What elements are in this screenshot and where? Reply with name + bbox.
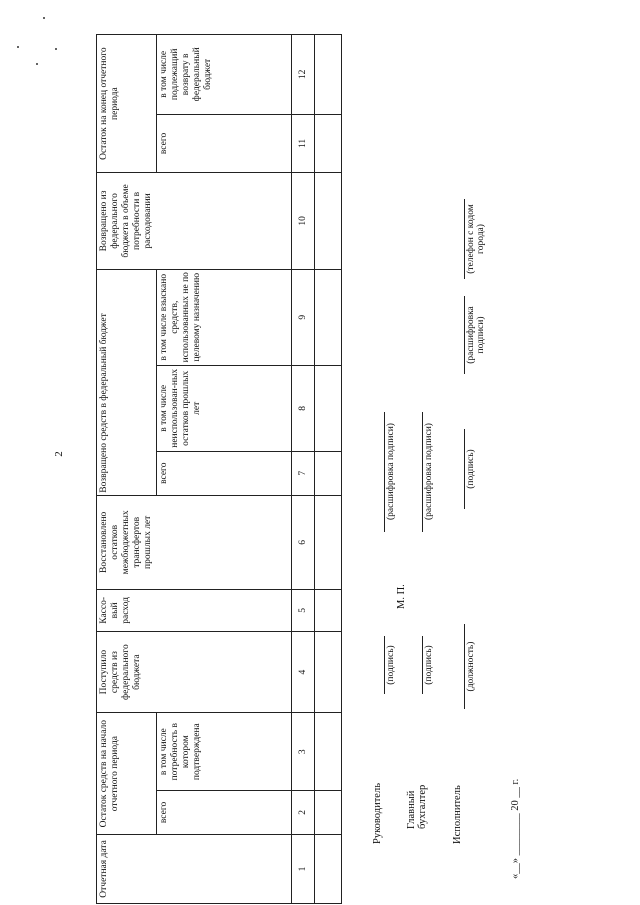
table-cell xyxy=(315,173,342,269)
executor-position-caption: (должность) xyxy=(466,641,476,692)
header-balance-start-total: всего xyxy=(157,790,292,834)
date-line: «__» ________ 20 __ г. xyxy=(510,778,521,879)
scan-speck xyxy=(36,63,38,65)
scan-speck xyxy=(17,46,19,48)
table-cell xyxy=(315,495,342,589)
table-cell xyxy=(315,589,342,631)
table-cell xyxy=(315,631,342,713)
header-reporting-date: Отчетная дата xyxy=(97,834,292,903)
executor-decoding-caption: (расшифровка подписи) xyxy=(466,306,486,364)
page-number: 2 xyxy=(52,451,65,457)
stamp-label: М. П. xyxy=(396,584,407,609)
table-cell xyxy=(315,35,342,115)
column-number: 7 xyxy=(292,451,315,495)
chief-decoding-line xyxy=(422,412,423,532)
chief-signature-line xyxy=(422,636,423,694)
head-decoding-line xyxy=(384,412,385,532)
column-number: 1 xyxy=(292,834,315,903)
header-returned-incl-misused: в том числе взыскано средств, использованных не по целевому назначению xyxy=(157,269,292,365)
column-number: 3 xyxy=(292,713,315,790)
table-cell xyxy=(315,269,342,365)
header-balance-end-total: всего xyxy=(157,114,292,173)
executor-phone-line xyxy=(464,199,465,279)
head-decoding-caption: (расшифровка подписи) xyxy=(386,423,396,520)
column-number: 4 xyxy=(292,631,315,713)
header-balance-start-incl: в том числе потребность в котором подтверждена xyxy=(157,713,292,790)
table-cell xyxy=(315,834,342,903)
table-cell xyxy=(315,114,342,173)
column-number: 12 xyxy=(292,35,315,115)
header-returned-need: Возвращено из федерального бюджета в объеме потребности в расходовании xyxy=(97,173,292,269)
chief-signature-caption: (подпись) xyxy=(424,645,434,685)
executor-phone-caption: (телефон с кодом города) xyxy=(466,204,486,274)
column-number: 10 xyxy=(292,173,315,269)
column-number: 11 xyxy=(292,114,315,173)
header-received: Поступило средств из федерального бюджета xyxy=(97,631,292,713)
table-cell xyxy=(315,713,342,790)
head-signature-line xyxy=(384,636,385,694)
signature-block xyxy=(368,34,558,904)
executor-label: Исполнитель xyxy=(452,785,463,844)
table-cell xyxy=(315,365,342,451)
column-number: 2 xyxy=(292,790,315,834)
executor-decoding-line xyxy=(464,296,465,374)
column-number: 9 xyxy=(292,269,315,365)
table-cell xyxy=(315,451,342,495)
header-balance-start: Остаток средств на начало отчетного периода xyxy=(97,713,157,834)
header-balance-end-incl: в том числе подлежащий возврату в федеральный бюджет xyxy=(157,35,292,115)
head-signature-caption: (подпись) xyxy=(386,645,396,685)
header-cash-expense: Кассо-вый расход xyxy=(97,589,292,631)
table-row xyxy=(315,35,342,904)
header-restored: Восстановлено остатков межбюджетных трансфертов прошлых лет xyxy=(97,495,292,589)
header-returned-incl-unused: в том числе неиспользован-ных остатков прошлых лет xyxy=(157,365,292,451)
executor-signature-caption: (подпись) xyxy=(466,449,476,489)
table-cell xyxy=(315,790,342,834)
scan-speck xyxy=(43,17,45,19)
report-table xyxy=(96,34,342,904)
column-number: 6 xyxy=(292,495,315,589)
column-number-row xyxy=(292,35,315,904)
executor-position-line xyxy=(464,624,465,709)
column-number: 5 xyxy=(292,589,315,631)
executor-signature-line xyxy=(464,429,465,509)
chief-accountant-label: Главный бухгалтер xyxy=(406,784,428,829)
report-table-wrapper xyxy=(96,34,331,904)
header-returned: Возвращено средств в федеральный бюджет xyxy=(97,269,157,495)
chief-decoding-caption: (расшифровка подписи) xyxy=(424,423,434,520)
column-number: 8 xyxy=(292,365,315,451)
header-returned-total: всего xyxy=(157,451,292,495)
head-label: Руководитель xyxy=(372,783,383,844)
header-balance-end: Остаток на конец отчетного периода xyxy=(97,35,157,173)
scan-speck xyxy=(55,48,57,50)
